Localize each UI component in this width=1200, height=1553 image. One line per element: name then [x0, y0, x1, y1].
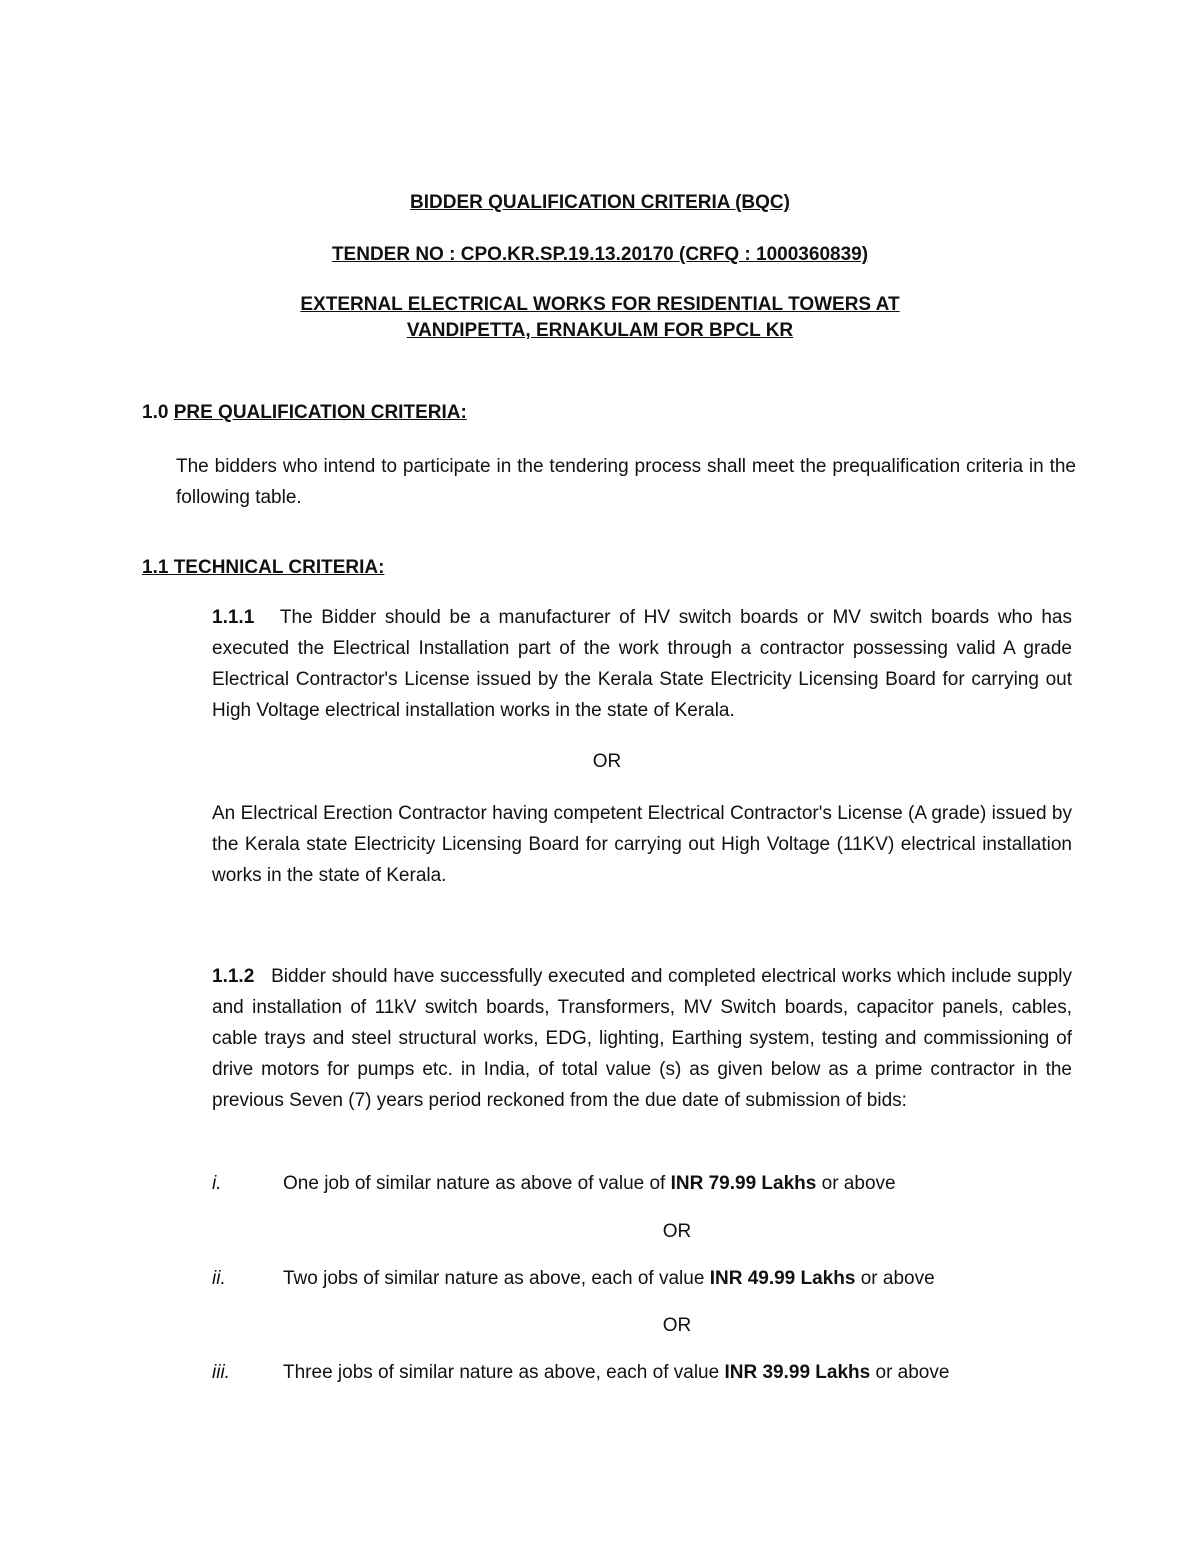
criterion-1-1-1-number: 1.1.1: [212, 607, 255, 628]
document-title: BIDDER QUALIFICATION CRITERIA (BQC): [410, 192, 790, 213]
option-amount: INR 49.99 Lakhs: [709, 1268, 856, 1289]
option-number: iii.: [212, 1362, 230, 1383]
or-separator: OR: [592, 751, 622, 772]
option-number: ii.: [212, 1268, 226, 1289]
tender-number: TENDER NO : CPO.KR.SP.19.13.20170 (CRFQ : 1000360839): [331, 244, 869, 265]
section-1-1-heading: [142, 557, 384, 579]
option-amount: INR 39.99 Lakhs: [724, 1362, 871, 1383]
work-title-line2: VANDIPETTA, ERNAKULAM FOR BPCL KR: [406, 320, 794, 341]
option-text: One job of similar nature as above of value of INR 79.99 Lakhs or above: [283, 1173, 896, 1194]
section-1-1-title: 1.1 TECHNICAL CRITERIA:: [142, 557, 385, 578]
criterion-1-1-1-alternative: An Electrical Erection Contractor having competent Electrical Contractor's License (A grade) issued by the Kerala state Electricity Licensing Board for carrying out High Voltage (11KV) electrical installation works in the state of Kerala.: [212, 803, 1072, 886]
option-text: Two jobs of similar nature as above, each of value INR 49.99 Lakhs or above: [283, 1268, 935, 1289]
or-separator: OR: [662, 1221, 692, 1242]
criterion-1-1-2-number: 1.1.2: [212, 966, 255, 987]
section-1-0-title: PRE QUALIFICATION CRITERIA:: [173, 402, 467, 423]
section-1-0-number: 1.0: [142, 402, 169, 423]
option-text: Three jobs of similar nature as above, each of value INR 39.99 Lakhs or above: [283, 1362, 950, 1383]
criterion-1-1-1-text: The Bidder should be a manufacturer of HV switch boards or MV switch boards who has executed the Electrical Installation part of the work through a contractor possessing valid A grade Electrical Contractor's License issued by the Kerala State Electricity Licensing Board for carrying out High Voltage electrical installation works in the state of Kerala.: [212, 607, 1072, 721]
criterion-1-1-2-text: Bidder should have successfully executed and completed electrical works which include supply and installation of 11kV switch boards, Transformers, MV Switch boards, capacitor panels, cables, cable trays and steel structural works, EDG, lighting, Earthing system, testing and commissioning of drive motors for pumps etc. in India, of total value (s) as given below as a prime contractor in the previous Seven (7) years period reckoned from the due date of submission of bids:: [212, 966, 1072, 1111]
or-separator: OR: [662, 1315, 692, 1336]
work-title-line1: EXTERNAL ELECTRICAL WORKS FOR RESIDENTIAL TOWERS AT: [300, 294, 900, 315]
section-1-0-heading: [142, 402, 467, 424]
section-1-0-intro: The bidders who intend to participate in the tendering process shall meet the prequalification criteria in the following table.: [176, 456, 1076, 508]
criterion-1-1-1: [212, 602, 1072, 726]
criterion-1-1-2: [212, 961, 1072, 1116]
option-amount: INR 79.99 Lakhs: [670, 1173, 817, 1194]
option-number: i.: [212, 1173, 222, 1194]
